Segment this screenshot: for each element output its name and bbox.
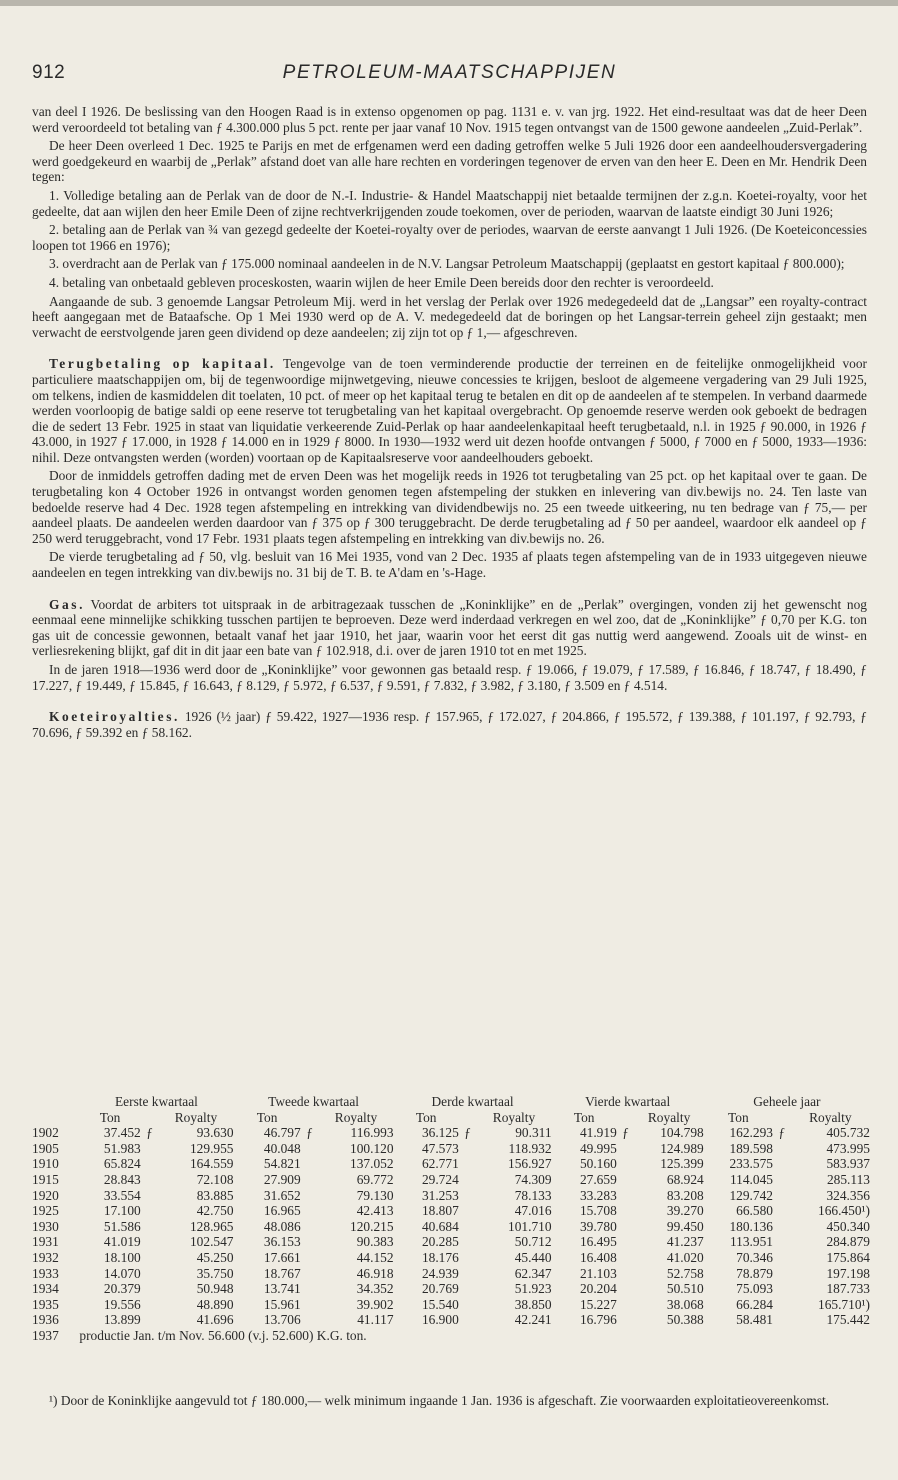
table-subheader-royalty: Royalty bbox=[809, 1109, 852, 1125]
table-royalty-cell: 99.450 bbox=[666, 1218, 704, 1234]
section-koetei bbox=[32, 709, 867, 740]
table-royalty-cell: 50.388 bbox=[666, 1312, 704, 1328]
terugbetaling-text-3: De vierde terugbetaling ad ƒ 50, vlg. besluit van 16 Mei 1935, vond van 2 Dec. 1935 af plaats tegen afstempeling van de in 1933 uitgegeven nieuwe aandeelen en tegen intrekking van div.bewijs no. 31 bij de T. B. te A'dam en 's-Hage. bbox=[32, 549, 867, 581]
table-currency-cell bbox=[459, 1188, 477, 1204]
table-royalty-cell: 90.311 bbox=[515, 1125, 552, 1141]
table-ton-cell: 31.253 bbox=[421, 1187, 459, 1203]
table-row bbox=[32, 1219, 870, 1235]
table-currency-cell bbox=[617, 1188, 635, 1204]
table-ton-cell: 65.824 bbox=[103, 1156, 141, 1172]
table-ton-cell: 13.899 bbox=[103, 1312, 141, 1328]
table-row bbox=[32, 1266, 870, 1282]
section-gap bbox=[32, 584, 867, 597]
table-royalty-cell: 137.052 bbox=[350, 1156, 394, 1172]
table-royalty-cell: 450.340 bbox=[826, 1218, 870, 1234]
table-royalty-cell: 90.383 bbox=[356, 1234, 394, 1250]
table-royalty-cell: 72.108 bbox=[196, 1171, 234, 1187]
table-ton-cell: 15.540 bbox=[421, 1296, 459, 1312]
table-currency-cell bbox=[141, 1250, 159, 1266]
table-row bbox=[32, 1188, 870, 1204]
table-row bbox=[32, 1281, 870, 1297]
table-currency-cell bbox=[459, 1141, 477, 1157]
table-ton-cell: 189.598 bbox=[729, 1140, 773, 1156]
table-ton-cell: 28.843 bbox=[103, 1171, 141, 1187]
table-ton-cell: 162.293 bbox=[729, 1125, 773, 1141]
table-royalty-cell: 83.885 bbox=[196, 1187, 234, 1203]
paragraph-1: van deel I 1926. De beslissing van den Hoogen Raad is in extenso opgenomen op pag. 1131 e. v. van jrg. 1922. Het eind-resultaat was dat de heer Deen werd veroordeeld tot betaling van ƒ 4.300.000 plus 5 pct. rente per jaar vanaf 10 Nov. 1915 tegen ontvangst van de 1500 gewone aandeelen „Zuid-Perlak”. bbox=[32, 104, 867, 135]
table-currency-cell bbox=[617, 1281, 635, 1297]
table-year-cell: 1930 bbox=[32, 1218, 59, 1234]
table-currency-cell: ƒ bbox=[622, 1125, 629, 1141]
paragraph-4: 2. betaling aan de Perlak van ¾ van gezegd gedeelte der Koetei-royalty over de periodes, waarvan de eerste aanvangt 1 Juli 1926. (De Koeteiconcessies loopen tot 1966 en 1976); bbox=[32, 222, 867, 253]
table-royalty-cell: 78.133 bbox=[514, 1187, 552, 1203]
table-ton-cell: 70.346 bbox=[736, 1249, 773, 1265]
table-currency-cell bbox=[301, 1297, 319, 1313]
table-royalty-cell: 69.772 bbox=[356, 1171, 394, 1187]
table-ton-cell: 18.176 bbox=[421, 1249, 459, 1265]
table-year-cell: 1925 bbox=[32, 1203, 59, 1219]
gas-text-2: In de jaren 1918—1936 werd door de „Koninklijke” voor gewonnen gas betaald resp. ƒ 19.066, ƒ 19.079, ƒ 17.589, ƒ 16.846, ƒ 18.747, ƒ 18.490, ƒ 17.227, ƒ 19.449, ƒ 15.845, ƒ 16.643, ƒ 8.129, ƒ 5.972, ƒ 6.537, ƒ 9.591, ƒ 7.832, ƒ 3.982, ƒ 3.180, ƒ 3.509 en ƒ 4.514. bbox=[32, 662, 867, 693]
table-royalty-cell: 156.927 bbox=[508, 1156, 552, 1172]
table-royalty-cell: 39.902 bbox=[356, 1296, 394, 1312]
table-year-cell: 1934 bbox=[32, 1281, 59, 1297]
table-subheader-ton: Ton bbox=[728, 1109, 749, 1125]
table-royalty-cell: 583.937 bbox=[826, 1156, 870, 1172]
table-ton-cell: 114.045 bbox=[729, 1171, 773, 1187]
table-currency-cell bbox=[141, 1281, 159, 1297]
table-ton-cell: 20.379 bbox=[103, 1281, 141, 1297]
paragraph-5: 3. overdracht aan de Perlak van ƒ 175.000 nominaal aandeelen in de N.V. Langsar Petroleum Maatschappij (geplaatst en gestort kapitaal ƒ 800.000); bbox=[49, 256, 845, 272]
table-currency-cell bbox=[617, 1266, 635, 1282]
table-royalty-cell: 51.923 bbox=[514, 1281, 552, 1297]
table-row bbox=[32, 1141, 870, 1157]
table-corner bbox=[32, 1110, 79, 1126]
table-currency-cell bbox=[301, 1250, 319, 1266]
table-currency-cell bbox=[141, 1188, 159, 1204]
section-heading-gas: Gas. bbox=[49, 596, 86, 612]
gas-text-1: Voordat de arbiters tot uitspraak in de arbitragezaak tusschen de „Koninklijke” en de „Perlak” overgingen, vonden zij het gewenscht nog eenmaal eene minnelijke schikking tusschen partijen te beproeven. Deze werd inderdaad verkregen en wel zoo, dat de „Koninklijke” ƒ 0,70 per K.G. ton gas uit de concessie gewonnen, betaalt vanaf het jaar 1910, het jaar, waarin voor het eerst dit gas nuttig werd aangewend. Zooals uit de winst- en verliesrekening blijkt, gaf dit in dit jaar een bate van ƒ 102.918, d.i. over de jaren 1910 tot en met 1925. bbox=[32, 596, 867, 659]
table-currency-cell bbox=[773, 1234, 791, 1250]
table-currency-cell bbox=[301, 1219, 319, 1235]
table-ton-cell: 40.048 bbox=[263, 1140, 301, 1156]
table-ton-cell: 17.100 bbox=[103, 1203, 141, 1219]
table-currency-cell bbox=[459, 1281, 477, 1297]
table-currency-cell bbox=[773, 1219, 791, 1235]
table-currency-cell bbox=[141, 1203, 159, 1219]
table-currency-cell bbox=[459, 1219, 477, 1235]
table-ton-cell: 20.285 bbox=[421, 1234, 459, 1250]
table-royalty-cell: 42.750 bbox=[196, 1203, 234, 1219]
table-ton-cell: 24.939 bbox=[421, 1265, 459, 1281]
table-ton-cell: 33.283 bbox=[579, 1187, 617, 1203]
table-subheader-row bbox=[32, 1110, 870, 1126]
table-currency-cell bbox=[141, 1141, 159, 1157]
table-royalty-cell: 41.696 bbox=[196, 1312, 234, 1328]
table-ton-cell: 47.573 bbox=[421, 1140, 459, 1156]
table-ton-cell: 233.575 bbox=[729, 1156, 773, 1172]
table-royalty-cell: 38.068 bbox=[666, 1296, 704, 1312]
table-royalty-cell: 44.152 bbox=[356, 1249, 394, 1265]
table-ton-cell: 17.661 bbox=[263, 1249, 301, 1265]
table-ton-cell: 31.652 bbox=[263, 1187, 301, 1203]
table-royalty-cell: 50.948 bbox=[196, 1281, 234, 1297]
table-royalty-cell: 34.352 bbox=[356, 1281, 394, 1297]
table-ton-cell: 13.741 bbox=[263, 1281, 301, 1297]
table-royalty-cell: 165.710¹) bbox=[818, 1296, 870, 1312]
page-number: 912 bbox=[32, 62, 66, 83]
table-royalty-cell: 128.965 bbox=[189, 1218, 234, 1234]
table-currency-cell bbox=[617, 1219, 635, 1235]
table-currency-cell bbox=[459, 1297, 477, 1313]
table-ton-cell: 36.153 bbox=[263, 1234, 301, 1250]
table-royalty-cell: 187.733 bbox=[826, 1281, 870, 1297]
table-row-1937 bbox=[32, 1328, 870, 1344]
table-royalty-cell: 38.850 bbox=[514, 1296, 552, 1312]
table-subheader-ton: Ton bbox=[256, 1109, 278, 1125]
table-currency-cell bbox=[301, 1188, 319, 1204]
table-row bbox=[32, 1125, 870, 1141]
table-royalty-cell: 120.215 bbox=[350, 1218, 394, 1234]
table-ton-cell: 66.284 bbox=[736, 1296, 773, 1312]
table-royalty-cell: 175.864 bbox=[826, 1249, 870, 1265]
table-ton-cell: 113.951 bbox=[729, 1234, 773, 1250]
table-group-header: Geheele jaar bbox=[753, 1094, 821, 1109]
table-royalty-cell: 102.547 bbox=[189, 1234, 234, 1250]
table-currency-cell bbox=[301, 1141, 319, 1157]
table-row bbox=[32, 1312, 870, 1328]
table-ton-cell: 16.900 bbox=[421, 1312, 459, 1328]
table-ton-cell: 40.684 bbox=[421, 1218, 459, 1234]
table-ton-cell: 20.769 bbox=[421, 1281, 459, 1297]
table-royalty-cell: 42.241 bbox=[514, 1312, 552, 1328]
table-currency-cell bbox=[459, 1312, 477, 1328]
table-ton-cell: 27.909 bbox=[263, 1171, 301, 1187]
table-subheader-ton: Ton bbox=[573, 1109, 595, 1125]
table-currency-cell bbox=[301, 1281, 319, 1297]
table-subheader-ton: Ton bbox=[415, 1109, 437, 1125]
table-ton-cell: 15.708 bbox=[579, 1203, 617, 1219]
table-year-cell: 1920 bbox=[32, 1187, 59, 1203]
table-royalty-cell: 41.237 bbox=[666, 1234, 704, 1250]
table-currency-cell bbox=[141, 1219, 159, 1235]
table-ton-cell: 66.580 bbox=[736, 1203, 773, 1219]
table-royalty-cell: 41.117 bbox=[357, 1312, 394, 1328]
table-royalty-cell: 116.993 bbox=[350, 1125, 394, 1141]
page-header bbox=[32, 62, 867, 92]
table-row bbox=[32, 1234, 870, 1250]
table-currency-cell bbox=[459, 1250, 477, 1266]
table-ton-cell: 75.093 bbox=[736, 1281, 773, 1297]
table-subheader-ton: Ton bbox=[99, 1109, 121, 1125]
table-currency-cell bbox=[301, 1312, 319, 1328]
table-currency-cell bbox=[459, 1156, 477, 1172]
table-ton-cell: 49.995 bbox=[579, 1140, 617, 1156]
table-royalty-cell: 101.710 bbox=[508, 1218, 552, 1234]
table-ton-cell: 19.556 bbox=[103, 1296, 141, 1312]
table-currency-cell bbox=[459, 1203, 477, 1219]
table-ton-cell: 16.965 bbox=[263, 1203, 301, 1219]
body-text bbox=[32, 104, 867, 743]
table-year-cell: 1936 bbox=[32, 1312, 59, 1328]
table-note-cell: productie Jan. t/m Nov. 56.600 (v.j. 52.600) K.G. ton. bbox=[79, 1327, 367, 1343]
table-ton-cell: 78.879 bbox=[736, 1265, 773, 1281]
table-ton-cell: 18.807 bbox=[421, 1203, 459, 1219]
table-currency-cell bbox=[301, 1172, 319, 1188]
table-ton-cell: 18.767 bbox=[263, 1265, 301, 1281]
table-royalty-cell: 118.932 bbox=[508, 1140, 552, 1156]
table-currency-cell bbox=[773, 1188, 791, 1204]
table-currency-cell bbox=[773, 1297, 791, 1313]
table-royalty-cell: 35.750 bbox=[196, 1265, 234, 1281]
section-heading-koetei: Koeteiroyalties. bbox=[49, 709, 180, 725]
table-ton-cell: 36.125 bbox=[421, 1125, 459, 1141]
table-royalty-cell: 50.712 bbox=[514, 1234, 552, 1250]
footnote bbox=[32, 1393, 867, 1409]
table-ton-cell: 48.086 bbox=[263, 1218, 301, 1234]
table-royalty-cell: 104.798 bbox=[660, 1125, 704, 1141]
table-royalty-cell: 166.450¹) bbox=[818, 1203, 870, 1219]
table-currency-cell bbox=[773, 1141, 791, 1157]
section-gap bbox=[32, 343, 867, 356]
table-ton-cell: 29.724 bbox=[421, 1171, 459, 1187]
table-year-cell: 1902 bbox=[32, 1125, 59, 1141]
table-ton-cell: 21.103 bbox=[579, 1265, 617, 1281]
table-royalty-cell: 125.399 bbox=[660, 1156, 704, 1172]
table-currency-cell: ƒ bbox=[146, 1125, 153, 1141]
table-royalty-cell: 50.510 bbox=[666, 1281, 704, 1297]
table-currency-cell bbox=[301, 1234, 319, 1250]
table-currency-cell bbox=[617, 1203, 635, 1219]
table-ton-cell: 14.070 bbox=[103, 1265, 141, 1281]
table-group-header: Tweede kwartaal bbox=[268, 1094, 359, 1109]
table-royalty-cell: 83.208 bbox=[666, 1187, 704, 1203]
table-ton-cell: 180.136 bbox=[729, 1218, 773, 1234]
section-heading-terugbetaling: Terugbetaling op kapitaal. bbox=[49, 356, 276, 372]
table-ton-cell: 129.742 bbox=[729, 1187, 773, 1203]
koetei-text: 1926 (½ jaar) ƒ 59.422, 1927—1936 resp. ƒ 157.965, ƒ 172.027, ƒ 204.866, ƒ 195.572, ƒ 139.388, ƒ 101.197, ƒ 92.793, ƒ 70.696, ƒ 59.392 en ƒ 58.162. bbox=[32, 709, 867, 740]
table-currency-cell bbox=[301, 1156, 319, 1172]
table-spacer bbox=[617, 1110, 635, 1126]
table-currency-cell bbox=[459, 1266, 477, 1282]
table-ton-cell: 20.204 bbox=[579, 1281, 617, 1297]
table-ton-cell: 62.771 bbox=[421, 1156, 459, 1172]
table-royalty-cell: 74.309 bbox=[514, 1171, 552, 1187]
table-group-header: Eerste kwartaal bbox=[115, 1094, 198, 1109]
table-spacer bbox=[459, 1110, 477, 1126]
table-ton-cell: 39.780 bbox=[579, 1218, 617, 1234]
table-royalty-cell: 41.020 bbox=[666, 1249, 704, 1265]
table-year-cell: 1915 bbox=[32, 1171, 59, 1187]
table-royalty-cell: 79.130 bbox=[356, 1187, 394, 1203]
section-gap bbox=[32, 696, 867, 709]
table-ton-cell: 16.408 bbox=[579, 1249, 617, 1265]
table-currency-cell bbox=[617, 1312, 635, 1328]
table-royalty-cell: 46.918 bbox=[356, 1265, 394, 1281]
table-group-header: Vierde kwartaal bbox=[585, 1094, 671, 1109]
table-corner bbox=[32, 1094, 79, 1110]
table-ton-cell: 16.495 bbox=[579, 1234, 617, 1250]
table-currency-cell bbox=[617, 1141, 635, 1157]
table-royalty-cell: 45.250 bbox=[196, 1249, 234, 1265]
table-currency-cell bbox=[773, 1250, 791, 1266]
table-currency-cell: ƒ bbox=[464, 1125, 471, 1141]
table-royalty-cell: 93.630 bbox=[196, 1125, 234, 1141]
table-currency-cell bbox=[141, 1172, 159, 1188]
section-terugbetaling bbox=[32, 356, 867, 465]
table-row bbox=[32, 1156, 870, 1172]
table-spacer bbox=[301, 1110, 319, 1126]
table-ton-cell: 15.227 bbox=[579, 1296, 617, 1312]
table-ton-cell: 51.586 bbox=[103, 1218, 141, 1234]
table-royalty-cell: 405.732 bbox=[826, 1125, 870, 1141]
table-subheader-royalty: Royalty bbox=[492, 1109, 536, 1125]
table-year-cell: 1937 bbox=[32, 1327, 59, 1343]
table-currency-cell bbox=[773, 1203, 791, 1219]
table-currency-cell: ƒ bbox=[778, 1125, 786, 1141]
scan-edge bbox=[0, 0, 898, 6]
table-subheader-royalty: Royalty bbox=[647, 1109, 691, 1125]
table-ton-cell: 18.100 bbox=[103, 1249, 141, 1265]
table-royalty-cell: 42.413 bbox=[356, 1203, 394, 1219]
table-currency-cell bbox=[773, 1172, 791, 1188]
table-ton-cell: 15.961 bbox=[263, 1296, 301, 1312]
royalty-table-body bbox=[32, 1094, 870, 1344]
table-currency-cell bbox=[773, 1312, 791, 1328]
table-royalty-cell: 52.758 bbox=[666, 1265, 704, 1281]
table-subheader-royalty: Royalty bbox=[174, 1109, 218, 1125]
table-currency-cell bbox=[773, 1156, 791, 1172]
table-ton-cell: 16.796 bbox=[579, 1312, 617, 1328]
table-royalty-cell: 45.440 bbox=[514, 1249, 552, 1265]
table-row bbox=[32, 1203, 870, 1219]
paragraph-2: De heer Deen overleed 1 Dec. 1925 te Parijs en met de erfgenamen werd een dading getroffen welke 5 Juli 1926 door een aandeelhoudersvergadering werd goedgekeurd en waarbij de „Perlak” afstand doet van alle hare rechten en vorderingen tegenover de erven van den heer E. Deen en Mr. Hendrik Deen tegen: bbox=[32, 138, 867, 185]
table-currency-cell: ƒ bbox=[306, 1125, 313, 1141]
table-spacer bbox=[141, 1110, 159, 1126]
table-currency-cell bbox=[459, 1172, 477, 1188]
table-row bbox=[32, 1297, 870, 1313]
table-currency-cell bbox=[617, 1234, 635, 1250]
table-royalty-cell: 39.270 bbox=[666, 1203, 704, 1219]
table-currency-cell bbox=[773, 1281, 791, 1297]
table-royalty-cell: 47.016 bbox=[514, 1203, 552, 1219]
royalty-table bbox=[32, 1094, 870, 1344]
table-currency-cell bbox=[141, 1297, 159, 1313]
table-currency-cell bbox=[617, 1297, 635, 1313]
table-spacer bbox=[773, 1110, 791, 1126]
paragraph-7: Aangaande de sub. 3 genoemde Langsar Petroleum Mij. werd in het verslag der Perlak over 1926 medegedeeld dat de „Langsar” een royalty-contract heeft aangegaan met de Bataafsche. Op 1 Mei 1930 werd op de A. V. medegedeeld dat de boringen op het Langsar-terrein geheel zijn gestaakt; men verwacht de eerstvolgende jaren geen dividend op deze aandeelen; zij zijn tot op ƒ 1,— afgeschreven. bbox=[32, 293, 867, 340]
terugbetaling-text-2: Door de inmiddels getroffen dading met de erven Deen was het mogelijk reeds in 1926 tot terugbetaling van 25 pct. op het kapitaal over te gaan. De terugbetaling kon 4 October 1926 in ontvangst worden genomen tegen afstempeling der stukken en inlevering van div.bewijs no. 24. Ten laste van bedoelde reserve had 4 Dec. 1928 tegen afstempeling en intrekking van dividendbewijs no. 25 een tweede uitkeering, nu ten bedrage van ƒ 75,— per aandeel plaats. De aandeelen werden daardoor van ƒ 375 op ƒ 300 teruggebracht. De derde terugbetaling ad ƒ 50 per aandeel, waardoor elk aandeel op ƒ 250 werd teruggebracht, vond 17 Febr. 1931 plaats tegen afstempeling en intrekking van div.bewijs no. 26. bbox=[32, 468, 867, 546]
table-royalty-cell: 473.995 bbox=[826, 1140, 870, 1156]
table-year-cell: 1905 bbox=[32, 1140, 59, 1156]
table-header-row bbox=[32, 1094, 870, 1110]
table-royalty-cell: 129.955 bbox=[189, 1140, 234, 1156]
table-currency-cell bbox=[773, 1266, 791, 1282]
section-gas bbox=[32, 597, 867, 659]
table-ton-cell: 41.019 bbox=[103, 1234, 141, 1250]
table-currency-cell bbox=[617, 1250, 635, 1266]
terugbetaling-text-1: Tengevolge van de toen verminderende productie der terreinen en de feitelijke onmogelijkheid voor particuliere maatschappijen om, bij de tegenwoordige mijnwetgeving, nieuwe concessies te krijgen, besloot de algemeene vergadering van 29 Juli 1925, om telkens, indien de kasmiddelen dit toelaten, 10 pct. of meer op het kapitaal terug te betalen en dit op de aandeelen af te stempelen. In verband daarmede werden voorloopig de batige saldi op eene reserve tot terugbetaling van het kapitaal overgebracht. Op genoemde reserve werden ook geboekt de bedragen die de sedert 13 Febr. 1925 in staat van liquidatie verkeerende Zuid-Perlak op haar aandeelenkapitaal heeft terugbetaald, n.l. in 1925 ƒ 90.000, in 1926 ƒ 43.000, in 1927 ƒ 17.000, in 1928 ƒ 14.000 en in 1929 ƒ 8000. In 1930—1932 werd uit dezen hoofde ontvangen ƒ 5000, ƒ 7000 en ƒ 5000, 1933—1936: nihil. Deze ontvangsten werden (worden) voortaan op de Kapitaalsreserve voor aandeelhouders geboekt. bbox=[32, 356, 867, 465]
table-row bbox=[32, 1172, 870, 1188]
table-royalty-cell: 324.356 bbox=[826, 1187, 870, 1203]
table-royalty-cell: 100.120 bbox=[350, 1140, 394, 1156]
running-title: PETROLEUM-MAATSCHAPPIJEN bbox=[282, 62, 617, 83]
table-ton-cell: 46.797 bbox=[263, 1125, 301, 1141]
table-ton-cell: 13.706 bbox=[263, 1312, 301, 1328]
table-ton-cell: 58.481 bbox=[736, 1312, 773, 1328]
paragraph-6: 4. betaling van onbetaald gebleven proceskosten, waarin wijlen de heer Emile Deen bereids door den rechter is veroordeeld. bbox=[49, 274, 714, 290]
table-ton-cell: 33.554 bbox=[103, 1187, 141, 1203]
table-royalty-cell: 48.890 bbox=[196, 1296, 234, 1312]
table-year-cell: 1931 bbox=[32, 1234, 59, 1250]
table-year-cell: 1935 bbox=[32, 1296, 59, 1312]
table-currency-cell bbox=[141, 1156, 159, 1172]
table-currency-cell bbox=[301, 1203, 319, 1219]
footnote-text: ¹) Door de Koninklijke aangevuld tot ƒ 180.000,— welk minimum ingaande 1 Jan. 1936 is afgeschaft. Zie voorwaarden exploitatieovereenkomst. bbox=[49, 1393, 830, 1408]
table-royalty-cell: 175.442 bbox=[826, 1312, 870, 1328]
table-currency-cell bbox=[141, 1234, 159, 1250]
table-ton-cell: 27.659 bbox=[579, 1171, 617, 1187]
table-row bbox=[32, 1250, 870, 1266]
table-currency-cell bbox=[617, 1156, 635, 1172]
table-currency-cell bbox=[617, 1172, 635, 1188]
table-currency-cell bbox=[141, 1266, 159, 1282]
table-subheader-royalty: Royalty bbox=[334, 1109, 378, 1125]
table-group-header: Derde kwartaal bbox=[431, 1094, 514, 1109]
table-ton-cell: 54.821 bbox=[263, 1156, 301, 1172]
table-royalty-cell: 124.989 bbox=[660, 1140, 704, 1156]
table-ton-cell: 37.452 bbox=[103, 1125, 141, 1141]
table-royalty-cell: 285.113 bbox=[826, 1171, 870, 1187]
table-royalty-cell: 62.347 bbox=[514, 1265, 552, 1281]
table-royalty-cell: 68.924 bbox=[666, 1171, 704, 1187]
table-ton-cell: 41.919 bbox=[579, 1125, 617, 1141]
table-ton-cell: 51.983 bbox=[103, 1140, 141, 1156]
table-ton-cell: 50.160 bbox=[579, 1156, 617, 1172]
paragraph-3: 1. Volledige betaling aan de Perlak van de door de N.-I. Industrie- & Handel Maatschappij niet betaalde termijnen der z.g.n. Koetei-royalty, voor het gedeelte, dat aan wijlen den heer Emile Deen of zijne rechtverkrijgenden zoude toekomen, over de perioden, waarvan de laatste eindigt 30 Juni 1926; bbox=[32, 187, 867, 219]
table-royalty-cell: 164.559 bbox=[189, 1156, 234, 1172]
table-royalty-cell: 197.198 bbox=[826, 1265, 870, 1281]
table-royalty-cell: 284.879 bbox=[826, 1234, 870, 1250]
table-currency-cell bbox=[141, 1312, 159, 1328]
table-currency-cell bbox=[301, 1266, 319, 1282]
table-year-cell: 1932 bbox=[32, 1249, 59, 1265]
table-year-cell: 1933 bbox=[32, 1265, 59, 1281]
table-currency-cell bbox=[459, 1234, 477, 1250]
table-year-cell: 1910 bbox=[32, 1156, 59, 1172]
